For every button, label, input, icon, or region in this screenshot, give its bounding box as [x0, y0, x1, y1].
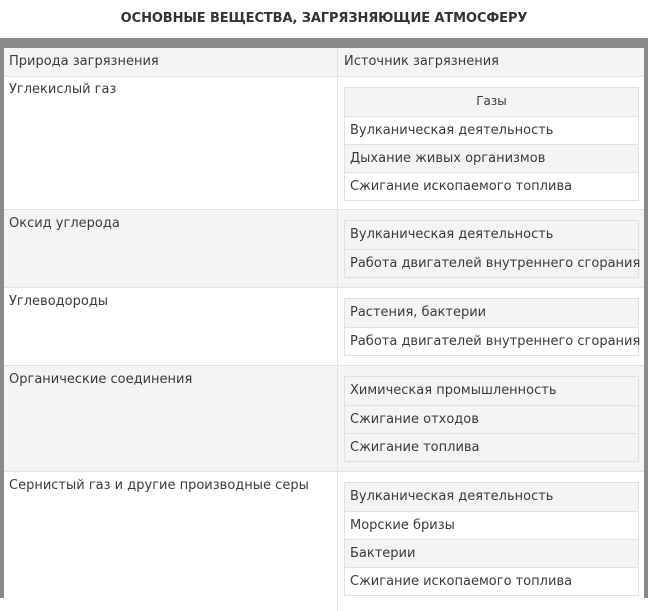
nature-cell: Оксид углерода: [9, 216, 120, 231]
table-row: [4, 209, 644, 287]
source-item: Сжигание отходов: [345, 405, 638, 433]
source-item: Вулканическая деятельность: [345, 483, 638, 511]
source-item: Вулканическая деятельность: [345, 221, 638, 249]
source-item: Работа двигателей внутреннего сгорания: [345, 249, 638, 277]
source-list: [344, 376, 639, 462]
pollutants-table: [4, 48, 644, 608]
source-item: Сжигание ископаемого топлива: [345, 172, 638, 200]
source-item: Растения, бактерии: [345, 299, 638, 327]
page-title: ОСНОВНЫЕ ВЕЩЕСТВА, ЗАГРЯЗНЯЮЩИЕ АТМОСФЕРУ: [120, 11, 528, 26]
table-row: [4, 76, 644, 209]
table-frame: [0, 38, 648, 598]
nature-cell: Углеводороды: [9, 294, 109, 309]
source-subheader: Газы: [345, 88, 638, 116]
source-list: [344, 220, 639, 278]
nature-cell: Органические соединения: [9, 372, 193, 387]
table-row: [4, 471, 644, 611]
source-item: Работа двигателей внутреннего сгорания: [345, 327, 638, 355]
source-item: Сжигание ископаемого топлива: [345, 567, 638, 595]
nature-cell: Сернистый газ и другие производные серы: [9, 478, 309, 493]
table-header-row: [4, 48, 644, 76]
source-item: Бактерии: [345, 539, 638, 567]
source-item: Сжигание топлива: [345, 433, 638, 461]
header-nature: Природа загрязнения: [9, 54, 159, 69]
table-row: [4, 287, 644, 365]
source-list: [344, 298, 639, 356]
source-list: [344, 482, 639, 596]
nature-cell: Углекислый газ: [9, 82, 117, 97]
header-source: Источник загрязнения: [344, 54, 499, 69]
source-item: Химическая промышленность: [345, 377, 638, 405]
source-item: Вулканическая деятельность: [345, 116, 638, 144]
source-item: Дыхание живых организмов: [345, 144, 638, 172]
source-item: Морские бризы: [345, 511, 638, 539]
table-row: [4, 365, 644, 471]
source-list: [344, 87, 639, 201]
